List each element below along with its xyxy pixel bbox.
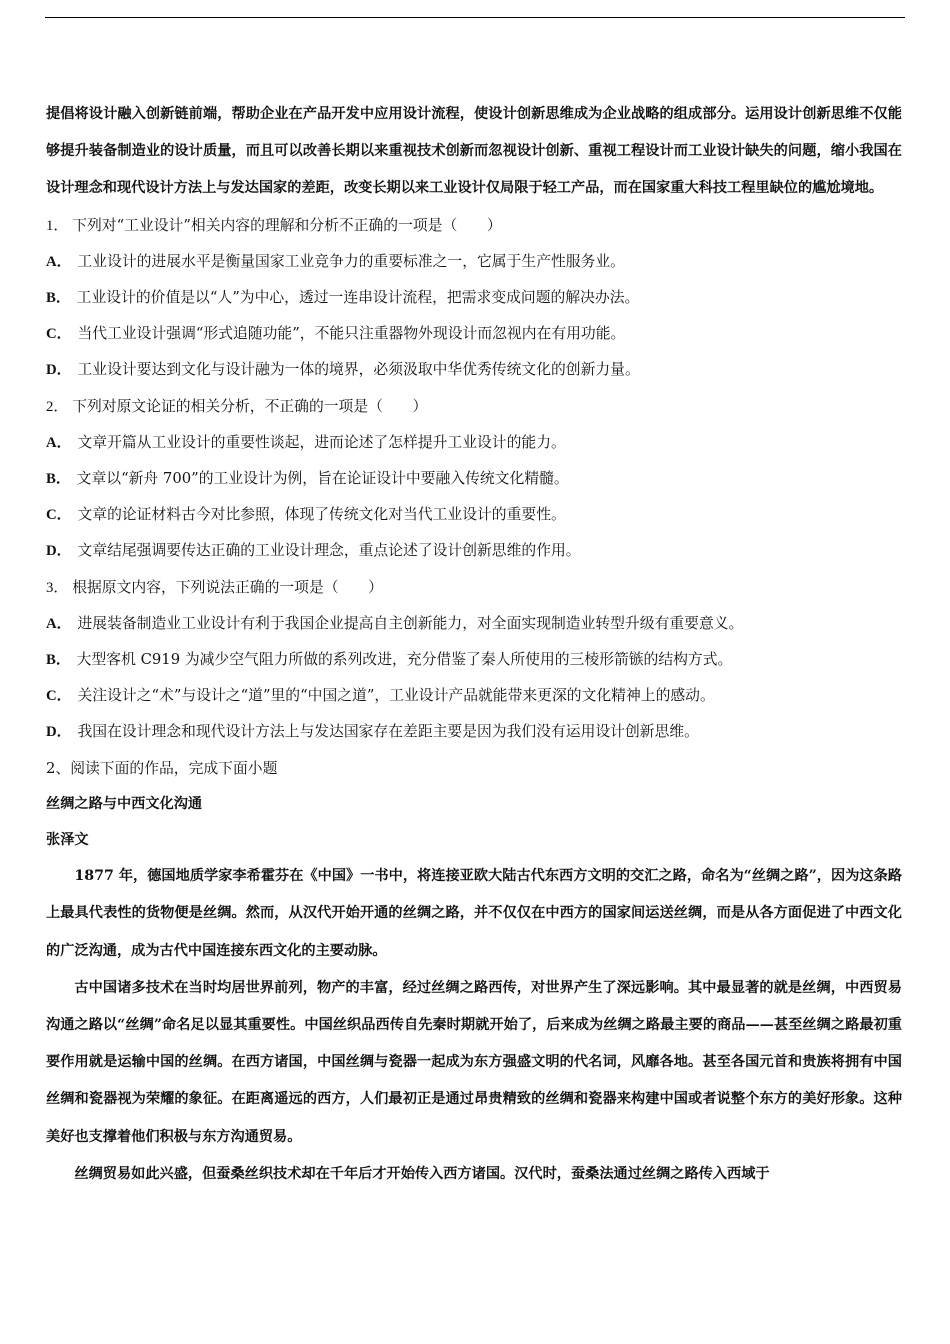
option-letter: C． — [46, 507, 72, 524]
option-letter: B． — [46, 652, 71, 669]
option-letter: B． — [46, 471, 71, 488]
option-text: 文章的论证材料古今对比参照，体现了传统文化对当代工业设计的重要性。 — [77, 506, 566, 524]
option-b — [46, 461, 902, 497]
option-text: 文章结尾强调要传达正确的工业设计理念，重点论述了设计创新思维的作用。 — [77, 542, 581, 560]
question-3 — [46, 570, 902, 751]
question-2 — [46, 389, 902, 570]
option-letter: B． — [46, 290, 71, 307]
option-text: 我国在设计理念和现代设计方法上与发达国家存在差距主要是因为我们没有运用设计创新思维。 — [77, 723, 699, 741]
question-stem — [46, 389, 902, 425]
option-letter: A． — [46, 253, 72, 270]
option-text: 当代工业设计强调“形式追随功能”，不能只注重器物外现设计而忽视内在有用功能。 — [77, 325, 626, 343]
article-paragraph-3: 丝绸贸易如此兴盛，但蚕桑丝织技术却在千年后才开始传入西方诸国。汉代时，蚕桑法通过丝绸之路传入西域于 — [74, 1165, 770, 1182]
option-letter: A． — [46, 615, 72, 632]
header-rule — [45, 17, 905, 18]
option-text: 工业设计要达到文化与设计融为一体的境界，必须汲取中华优秀传统文化的创新力量。 — [77, 361, 640, 379]
option-letter: D． — [46, 362, 72, 379]
question-stem — [46, 208, 902, 244]
option-c — [46, 497, 902, 533]
option-b — [46, 642, 902, 678]
question-number: 1． — [46, 217, 69, 234]
question-text: 下列对原文论证的相关分析，不正确的一项是（ ） — [72, 397, 428, 415]
option-a — [46, 606, 902, 642]
section-heading: 2、阅读下面的作品，完成下面小题 — [46, 759, 278, 777]
question-stem — [46, 570, 902, 606]
passage-continuation: 提倡将设计融入创新链前端，帮助企业在产品开发中应用设计流程，使设计创新思维成为企业战略的组成部分。运用设计创新思维不仅能够提升装备制造业的设计质量，而且可以改善长期以来重视技术创新而忽视设计创新、重视工程设计而工业设计缺失的问题，缩小我国在设计理念和现代设计方法上与发达国家的差距，改变长期以来工业设计仅局限于轻工产品，而在国家重大科技工程里缺位的尴尬境地。 — [46, 106, 902, 197]
question-1 — [46, 208, 902, 389]
article-paragraph-2: 古中国诸多技术在当时均居世界前列，物产的丰富，经过丝绸之路西传，对世界产生了深远影响。其中最显著的就是丝绸，中西贸易沟通之路以“丝绸”命名足以显其重要性。中国丝织品西传自先秦时期就开始了，后来成为丝绸之路最主要的商品——甚至丝绸之路最初重要作用就是运输中国的丝绸。在西方诸国，中国丝绸与瓷器一起成为东方强盛文明的代名词，风靡各地。甚至各国元首和贵族将拥有中国丝绸和瓷器视为荣耀的象征。在距离遥远的西方，人们最初正是通过昂贵精致的丝绸和瓷器来构建中国或者说整个东方的美好形象。这种美好也支撑着他们积极与东方沟通贸易。 — [46, 979, 902, 1145]
option-text: 关注设计之“术”与设计之“道”里的“中国之道”，工业设计产品就能带来更深的文化精神上的感动。 — [77, 687, 715, 705]
option-c — [46, 678, 902, 714]
option-d — [46, 714, 902, 750]
option-letter: C． — [46, 688, 72, 705]
option-text: 大型客机 C919 为减少空气阻力所做的系列改进，充分借鉴了秦人所使用的三棱形箭镞的结构方式。 — [76, 651, 733, 669]
option-d — [46, 352, 902, 388]
option-d — [46, 533, 902, 569]
option-text: 进展装备制造业工业设计有利于我国企业提高自主创新能力，对全面实现制造业转型升级有重要意义。 — [77, 614, 744, 632]
option-letter: D． — [46, 724, 72, 741]
content-area — [46, 96, 902, 1193]
option-c — [46, 316, 902, 352]
question-text: 下列对“工业设计”相关内容的理解和分析不正确的一项是（ ） — [72, 216, 502, 234]
option-a — [46, 425, 902, 461]
option-a — [46, 244, 902, 280]
article-author: 张泽文 — [46, 832, 89, 849]
option-letter: A． — [46, 434, 72, 451]
option-b — [46, 280, 902, 316]
option-text: 文章开篇从工业设计的重要性谈起，进而论述了怎样提升工业设计的能力。 — [77, 433, 566, 451]
question-number: 2． — [46, 398, 69, 415]
question-text: 根据原文内容，下列说法正确的一项是（ ） — [72, 578, 383, 596]
option-letter: D． — [46, 543, 72, 560]
article-paragraph-1: 1877 年，德国地质学家李希霍芬在《中国》一书中，将连接亚欧大陆古代东西方文明的交汇之路，命名为“丝绸之路”，因为这条路上最具代表性的货物便是丝绸。然而，从汉代开始开通的丝绸之路，并不仅仅在中西方的国家间运送丝绸，而是从各方面促进了中西文化的广泛沟通，成为古代中国连接东西文化的主要动脉。 — [46, 868, 902, 959]
option-text: 文章以“新舟 700”的工业设计为例，旨在论证设计中要融入传统文化精髓。 — [76, 470, 569, 488]
option-text: 工业设计的进展水平是衡量国家工业竞争力的重要标准之一，它属于生产性服务业。 — [77, 252, 625, 270]
question-number: 3． — [46, 579, 69, 596]
article-title: 丝绸之路与中西文化沟通 — [46, 796, 203, 813]
option-letter: C． — [46, 326, 72, 343]
option-text: 工业设计的价值是以“人”为中心，透过一连串设计流程，把需求变成问题的解决办法。 — [76, 289, 640, 307]
